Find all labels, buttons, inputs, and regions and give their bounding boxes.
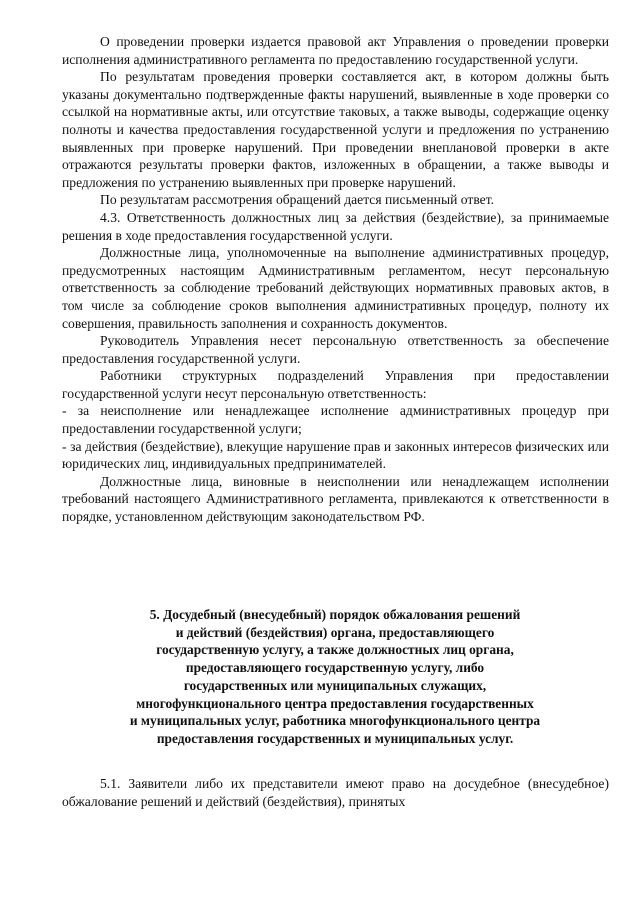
paragraph-4-3-heading: 4.3. Ответственность должностных лиц за действия (бездействие), за принимаемые решения в ходе предоставления государственной услуги. xyxy=(62,209,609,243)
heading-line: 5. Досудебный (внесудебный) порядок обжалования решений xyxy=(149,607,521,622)
section-5-body xyxy=(62,775,609,810)
section-5-heading xyxy=(70,606,600,748)
paragraph-head-responsibility: Руководитель Управления несет персональную ответственность за обеспечение предоставления государственной услуги. xyxy=(62,333,609,366)
list-item-nonfulfillment: - за неисполнение или ненадлежащее исполнение административных процедур при предоставлении государственной услуги; xyxy=(62,403,609,437)
section-4-body xyxy=(62,33,609,526)
heading-line: и действий (бездействия) органа, предоставляющего xyxy=(175,624,495,640)
paragraph-inspection-act: По результатам проведения проверки составляется акт, в котором должны быть указаны документально подтвержденные факты нарушений, выявленные в ходе проверки со ссылкой на нормативные акты, или отсутствие таковых, а также выводы, содержащие оценку полноты и качества предоставления государственной услуги и предложения по устранению выявленных при проверке нарушений. При проведении внеплановой проверки в акте отражаются результаты проверки фактов, изложенных в обращении, а также выводы и предложения по устранению выявленных при проверке нарушений. xyxy=(62,69,609,190)
paragraph-legal-act: О проведении проверки издается правовой акт Управления о проведении проверки исполнения административного регламента по предоставлению государственной услуги. xyxy=(62,34,609,67)
paragraph-officials-responsibility: Должностные лица, уполномоченные на выполнение административных процедур, предусмотренных настоящим Административным регламентом, несут персональную ответственность за соблюдение требований действующих нормативных правовых актов, в том числе за соблюдение сроков выполнения административных процедур, полноту их совершения, правильность заполнения и сохранность документов. xyxy=(62,245,609,331)
paragraph-5-1: 5.1. Заявители либо их представители имеют право на досудебное (внесудебное) обжалование решений и действий (бездействия), принятых xyxy=(62,776,609,809)
heading-line: предоставления государственных и муниципальных услуг. xyxy=(156,730,514,746)
heading-line: государственных или муниципальных служащих, xyxy=(183,677,487,693)
list-item-actions-violation: - за действия (бездействие), влекущие нарушение прав и законных интересов физических или юридических лиц, индивидуальных предпринимателей. xyxy=(62,438,609,472)
paragraph-liability: Должностные лица, виновные в неисполнении или ненадлежащем исполнении требований настоящего Административного регламента, привлекаются к ответственности в порядке, установленном действующим законодательством РФ. xyxy=(62,473,609,525)
heading-line: и муниципальных услуг, работника многофункционального центра xyxy=(129,713,541,729)
paragraph-staff-responsibility: Работники структурных подразделений Управления при предоставлении государственной услуги несут персональную ответственность: xyxy=(62,368,609,401)
paragraph-written-reply: По результатам рассмотрения обращений дается письменный ответ. xyxy=(100,192,495,208)
heading-line: многофункционального центра предоставления государственных xyxy=(136,695,534,711)
heading-line: предоставляющего государственную услугу, либо xyxy=(185,660,485,676)
heading-line: государственную услугу, а также должностных лиц органа, xyxy=(156,642,514,658)
